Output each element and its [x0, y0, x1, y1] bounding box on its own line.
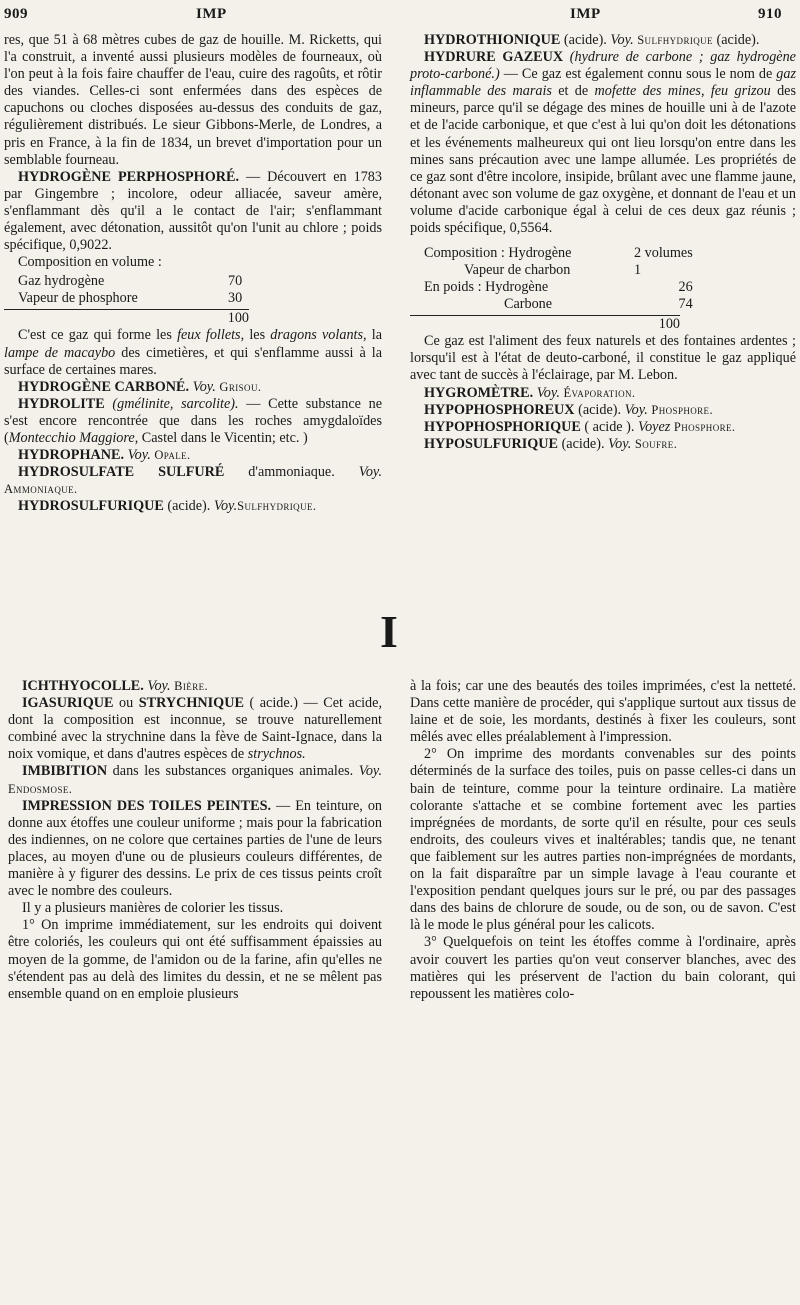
composition-total: 100: [410, 315, 680, 333]
paragraph: res, que 51 à 68 mètres cubes de gaz de houille. M. Ricketts, qui l'a construit, a inventé aussi plusieurs modèles de fourneaux, où l'on peut à la fois faire chauffer de l'eau, cuire des ragoûts, et rôtir des viandes. Celles-ci sont enfermées dans des espèces de capuchons ou cloches disposées au-dessus des conduits de gaz, régulièrement distribués. Le sieur Gibbons-Merle, de Londres, a pris en France, à la fin de 1834, un brevet d'importation pour un semblable fourneau.: [4, 32, 382, 168]
left-page-number: 909: [4, 6, 28, 22]
paragraph: 1° On imprime immédiatement, sur les endroits qui doivent être coloriés, les couleurs qui ont été suffisamment épaissies au moyen de la gomme, de l'amidon ou de la farine, afin qu'elles ne s'étendent pas au delà des limites du dessin, et ne se mêlent pas ensemble quand on en emploie plusieurs: [8, 917, 382, 1002]
cross-reference: Évaporation.: [563, 385, 636, 400]
table-row: En poids : Hydrogène 26: [424, 279, 693, 296]
top-right-column: [410, 32, 796, 453]
composition-table: [424, 245, 693, 313]
headword: HYDROGÈNE PERPHOSPHORÉ.: [18, 168, 239, 185]
table-row: Composition : Hydrogène 2 volumes: [424, 245, 693, 262]
cross-reference: Sulfhydrique: [637, 33, 713, 47]
cross-reference: Endosmose.: [8, 781, 73, 796]
composition-total: 100: [4, 309, 249, 327]
table-row: Gaz hydrogène 70: [18, 273, 243, 290]
entry-hydrogene-carbone: HYDROGÈNE CARBONÉ. Voy. Grisou.: [18, 378, 262, 395]
paragraph: à la fois; car une des beautés des toiles imprimées, c'est la netteté. Dans cette manière de procéder, qui s'applique surtout aux tissus de laine et de soie, les mordants, destinés à fixer les couleurs, sont mêlés avec elles préalablement à l'impression.: [410, 678, 796, 746]
top-left-column: [4, 32, 382, 515]
paragraph: Ce gaz est l'aliment des feux naturels et des fontaines ardentes ; lorsqu'il est à l'état de deuto-carboné, il constitue le gaz appliqué avec tant de succès à l'éclairage, par M. Lebon.: [410, 333, 796, 384]
right-page-number: 910: [758, 6, 782, 22]
entry-hydrosulfurique: HYDROSULFURIQUE (acide). Voy.Sulfhydrique.: [18, 498, 317, 515]
cross-reference: Opale.: [154, 448, 191, 463]
entry-igasurique: IGASURIQUE ou STRYCHNIQUE ( acide.) — Cet acide, dont la composition est inconnue, se trouve naturellement combiné avec la strychnine dans la fève de Saint-Ignace, dans la noix vomique, et dans d'autres espèces de strychnos.: [8, 695, 382, 763]
left-running-head: IMP: [196, 6, 227, 22]
cross-reference: Sulfhydrique.: [237, 499, 317, 514]
paragraph: 2° On imprime des mordants convenables sur des points déterminés de la surface des toiles, puis on passe celles-ci dans un bain de teinture, comme pour la teinture ordinaire. La matière colorante s'attache et se combine fortement avec les parties imprégnées de mordants, de sorte qu'il en résulte, pour ces seuls endroits, des couleurs vives et inaltérables; tandis que, ne tenant que faiblement sur les autres parties non-imprégnées de mordants, on la fait disparaître par un simple lavage à l'eau courante et l'exposition pendant quelques jours sur le pré, ou par des passages dans des bains de chlorure de soude, ou de son, ou de savon. C'est là le mode le plus général pour les calicots.: [410, 746, 796, 934]
cross-reference: Bière.: [174, 679, 209, 693]
composition-title: Composition en volume :: [18, 254, 162, 271]
entry-ichthyocolle: ICHTHYOCOLLE. Voy. Bière.: [22, 678, 209, 694]
composition-table: [18, 273, 242, 307]
entry-impression: IMPRESSION DES TOILES PEINTES. — En teinture, on donne aux étoffes une couleur uniforme ; mais pour la fabrication des indiennes, on ne colore que certaines parties de l'une de leurs places, au moyen d'une ou de plusieurs couleurs différentes, de manière à y figurer des dessins. Le prix de ces tissus peints croît avec le nombre des couleurs.: [8, 797, 382, 900]
bottom-left-column: [8, 678, 382, 1003]
paragraph: 3° Quelquefois on teint les étoffes comme à l'ordinaire, après avoir couvert les parties qu'on veut conserver blanches, avec des matières qui les préservent de l'action du bain colorant, qui repoussent les matières colo-: [410, 934, 796, 1002]
right-running-head: IMP: [570, 6, 601, 22]
section-letter: I: [380, 606, 398, 657]
entry-hypophosphoreux: HYPOPHOSPHOREUX (acide). Voy. Phosphore.: [424, 401, 713, 418]
entry-hydrogene-perphosphore: HYDROGÈNE PERPHOSPHORÉ. — Découvert en 1783 par Gingembre ; incolore, odeur alliacée, saveur amère, s'enflammant dès qu'il a le contact de l'air; s'enflammant également, avec détonation, aussitôt qu'on l'unit au chlore ; poids spécifique, 0,9022.: [4, 168, 382, 254]
entry-hydrolite: HYDROLITE (gmélinite, sarcolite). — Cette substance ne s'est encore rencontrée que dans les roches amygdaloïdes (Montecchio Maggiore, Castel dans le Vicentin; etc. ): [4, 395, 382, 446]
entry-hygrometre: HYGROMÈTRE. Voy. Évaporation.: [424, 384, 636, 401]
entry-hyposulfurique: HYPOSULFURIQUE (acide). Voy. Soufre.: [424, 435, 678, 452]
table-row: Carbone 74: [504, 296, 693, 313]
entry-imbibition: IMBIBITION dans les substances organiques animales. Voy. Endosmose.: [8, 763, 382, 796]
cross-reference: Grisou.: [219, 379, 262, 394]
entry-hypophosphorique: HYPOPHOSPHORIQUE ( acide ). Voyez Phosphore.: [424, 418, 736, 435]
bottom-right-column: [410, 678, 796, 1003]
entry-hydrure-gazeux: HYDRURE GAZEUX (hydrure de carbone ; gaz hydrogène proto-carboné.) — Ce gaz est également connu sous le nom de gaz inflammable des marais et de mofette des mines, feu grizou des mineurs, parce qu'il se dégage des mines de houille uni à de l'azote et de l'acide carbonique, et que c'est à lui qu'on doit les détonations et les événements malheureux qui ont lieu lorsqu'on entre dans les mines sans précaution avec une lampe allumée. Les propriétés de ce gaz sont d'être incolore, insipide, brûlant avec une flamme jaune, détonant avec son volume de gaz oxygène, et donnant de l'eau et un volume d'acide carbonique égal à celui de ces deux gaz réunis ; poids spécifique, 0,5564.: [410, 49, 796, 237]
cross-reference: Phosphore.: [651, 402, 713, 417]
entry-hydrophane: HYDROPHANE. Voy. Opale.: [18, 447, 191, 464]
table-row: Vapeur de phosphore 30: [18, 290, 243, 307]
paragraph: Il y a plusieurs manières de colorier les tissus.: [22, 900, 284, 917]
cross-reference: Phosphore.: [673, 419, 736, 434]
cross-reference: Ammoniaque.: [4, 482, 78, 497]
paragraph: C'est ce gaz qui forme les feux follets, les dragons volants, la lampe de macaybo des cimetières, et qui s'enflamme aussi à la surface de certaines mares.: [4, 327, 382, 378]
entry-hydrosulfate: HYDROSULFATE SULFURÉ d'ammoniaque. Voy. Ammoniaque.: [4, 464, 382, 497]
entry-hydrothionique: HYDROTHIONIQUE (acide). Voy. Sulfhydrique (acide).: [424, 32, 760, 48]
cross-reference: Soufre.: [634, 436, 678, 451]
table-row: Vapeur de charbon 1: [464, 262, 642, 279]
